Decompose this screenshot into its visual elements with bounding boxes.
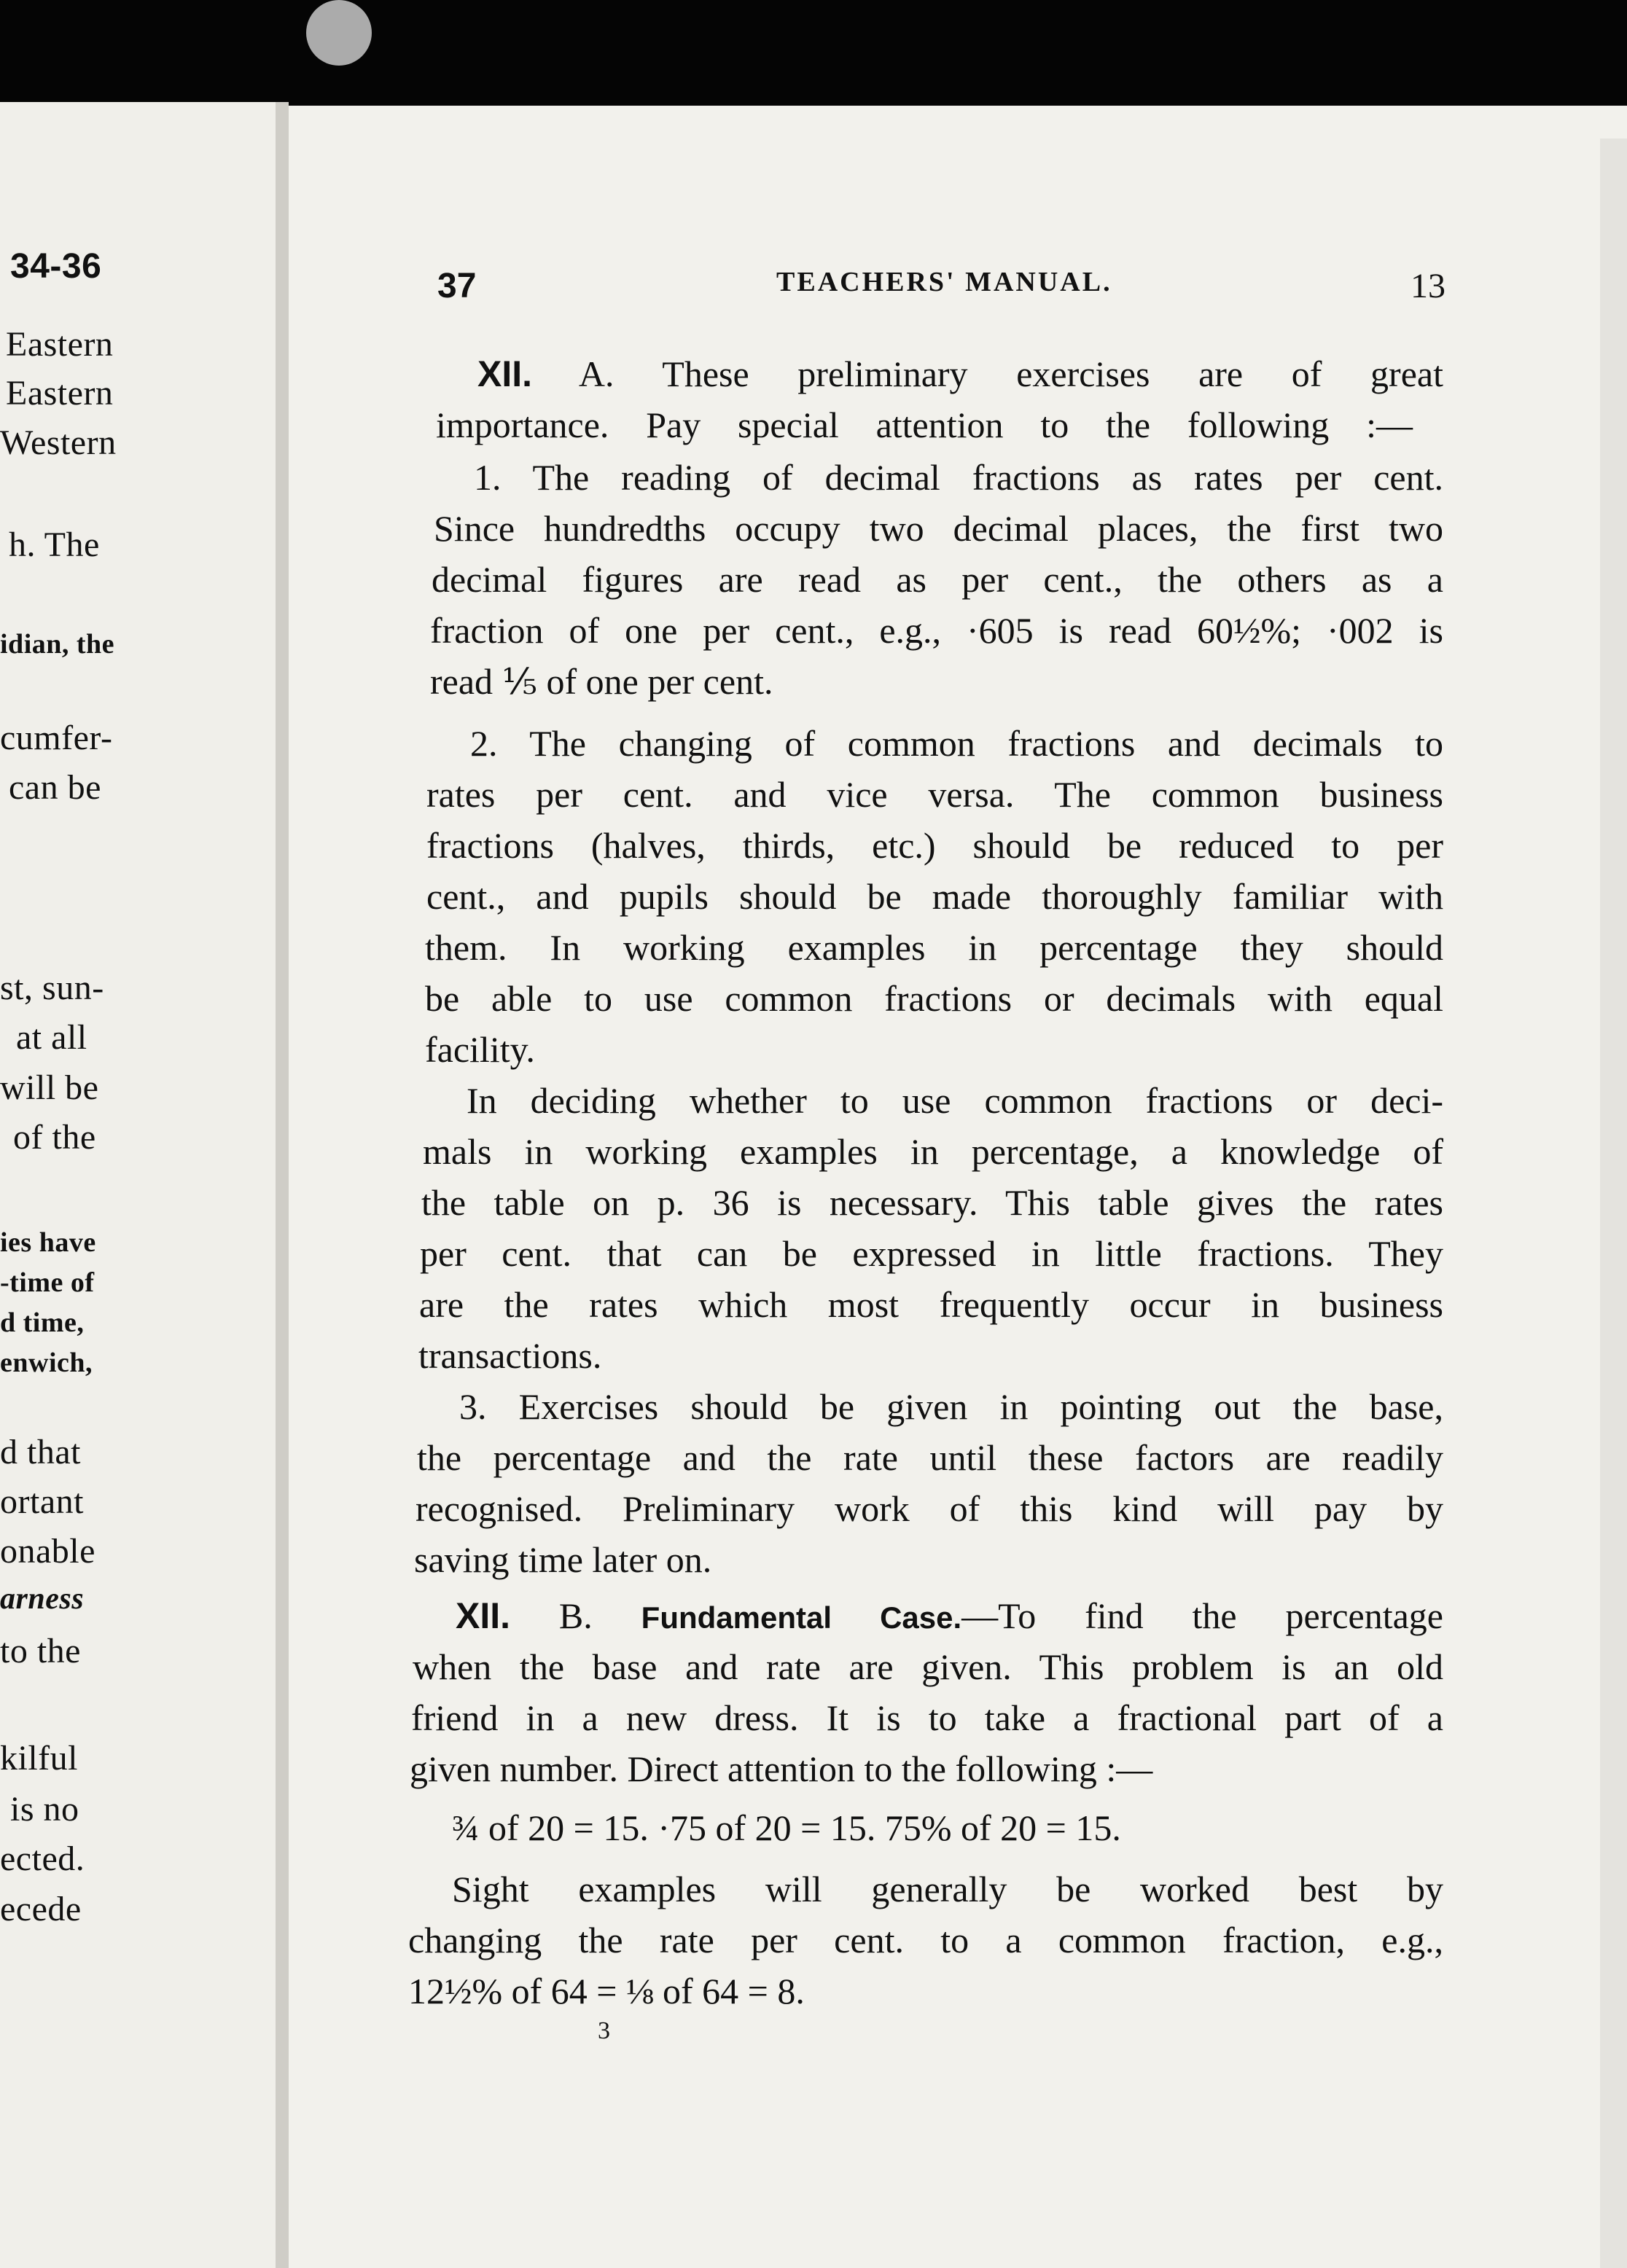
left-line: ies have	[0, 1227, 96, 1258]
left-line: cumfer-	[0, 719, 113, 757]
text-line: importance. Pay special attention to the following :—	[436, 404, 1413, 445]
text-line: friend in a new dress. It is to take a fractional part of a	[411, 1697, 1443, 1738]
text-line: Sight examples will generally be worked best by	[452, 1869, 1443, 1909]
left-line: idian, the	[0, 629, 115, 660]
text-line: when the base and rate are given. This problem is an old	[413, 1646, 1443, 1687]
left-line: Eastern	[6, 325, 114, 364]
text-line: 12½% of 64 = ⅛ of 64 = 8.	[408, 1971, 805, 2011]
text-line: per cent. that can be expressed in little fractions. They	[420, 1233, 1443, 1274]
text-line: recognised. Preliminary work of this kind will pay by	[415, 1488, 1443, 1529]
text-line: decimal figures are read as per cent., the others as a	[432, 559, 1443, 600]
left-line: ecede	[0, 1890, 82, 1928]
section-label: XII.	[456, 1595, 511, 1636]
signature-mark: 3	[598, 2017, 610, 2044]
text-line: them. In working examples in percentage they should	[425, 927, 1443, 968]
text-line: given number. Direct attention to the following :—	[410, 1748, 1153, 1789]
text-line: are the rates which most frequently occur in business	[419, 1284, 1443, 1325]
section-heading: Fundamental Case.	[641, 1600, 962, 1635]
left-line: Eastern	[6, 374, 114, 412]
text-line: cent., and pupils should be made thoroughly familiar with	[426, 876, 1443, 917]
left-line: -time of	[0, 1267, 95, 1298]
left-line: to the	[0, 1632, 81, 1670]
text-line: saving time later on.	[414, 1539, 712, 1580]
text-line: 3. Exercises should be given in pointing out the base,	[459, 1386, 1443, 1427]
left-line: Western	[0, 423, 117, 462]
text-line: the percentage and the rate until these factors are readily	[417, 1437, 1443, 1478]
left-line: can be	[9, 768, 101, 807]
text-line: mals in working examples in percentage, a knowledge of	[423, 1131, 1443, 1172]
text-line: 1. The reading of decimal fractions as rates per cent.	[474, 457, 1443, 498]
text-line: read ⅕ of one per cent.	[430, 661, 773, 702]
left-line: at all	[16, 1018, 87, 1057]
left-line: d that	[0, 1433, 81, 1471]
left-line: ortant	[0, 1482, 84, 1521]
text-line: fractions (halves, thirds, etc.) should be reduced to per	[426, 825, 1443, 866]
example-equation: ¾ of 20 = 15. ·75 of 20 = 15. 75% of 20 = 15.	[452, 1807, 1121, 1848]
left-line: onable	[0, 1532, 95, 1571]
text-line: Since hundredths occupy two decimal places, the first two	[434, 508, 1443, 549]
page-number: 13	[1411, 267, 1445, 305]
left-line: d time,	[0, 1307, 85, 1338]
left-line: kilful	[0, 1739, 78, 1778]
text-line: fraction of one per cent., e.g., ·605 is read 60½%; ·002 is	[430, 610, 1443, 651]
text-line: XII. B. Fundamental Case.—To find the percentage	[456, 1595, 1443, 1636]
text-line: rates per cent. and vice versa. The common business	[426, 774, 1443, 815]
text-line: XII. A. These preliminary exercises are of great	[477, 353, 1443, 394]
text-line: the table on p. 36 is necessary. This table gives the rates	[421, 1182, 1443, 1223]
left-line: h. The	[9, 525, 100, 564]
text-line: facility.	[425, 1029, 535, 1070]
text-line: changing the rate per cent. to a common fraction, e.g.,	[408, 1920, 1443, 1960]
page-edge	[1600, 138, 1627, 2268]
left-line: ected.	[0, 1839, 85, 1878]
left-line: enwich,	[0, 1348, 93, 1378]
text-line: be able to use common fractions or decimals with equal	[425, 978, 1443, 1019]
left-line: will be	[0, 1068, 99, 1107]
text-line: transactions.	[418, 1335, 602, 1376]
left-line: is no	[10, 1790, 79, 1829]
section-label: XII.	[477, 353, 533, 394]
text-line: 2. The changing of common fractions and decimals to	[470, 723, 1443, 764]
left-line: of the	[13, 1118, 96, 1157]
left-line: arness	[0, 1582, 85, 1616]
left-line: st, sun-	[0, 969, 104, 1007]
left-page-number: 34-36	[10, 247, 102, 286]
text-line: In deciding whether to use common fractions or deci-	[467, 1080, 1443, 1121]
scan-speck	[306, 0, 372, 66]
book-gutter	[276, 102, 289, 2268]
header-left-number: 37	[437, 267, 477, 305]
running-title: TEACHERS' MANUAL.	[776, 267, 1112, 297]
